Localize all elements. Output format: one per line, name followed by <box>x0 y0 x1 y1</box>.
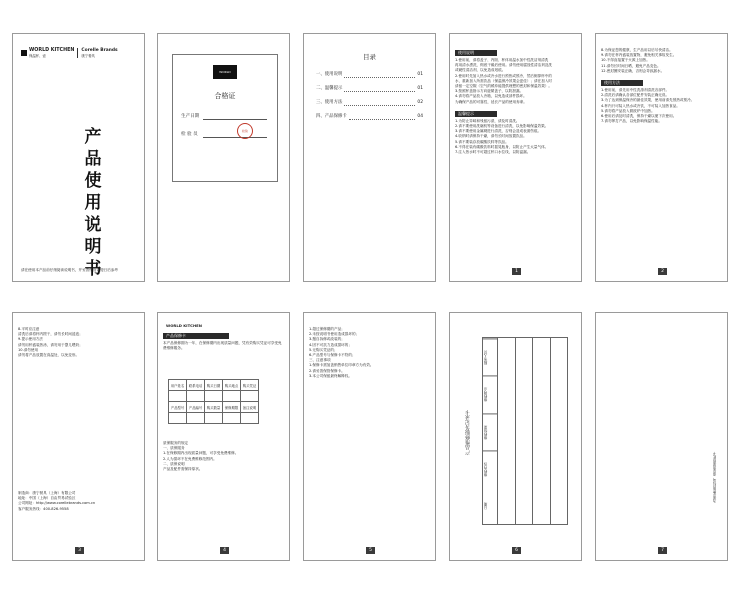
toc-item[interactable]: 二、温馨提示 01 <box>316 82 423 96</box>
section-text: 1.超过保修期的产品； 2.未按说明书使用造成损坏的； 3.擅自拆修或改装的； 4.因不可抗力造成损坏的； 5.无购买凭证的； 6.产品型号与保修卡不符的； 三、注意事项 1.保修卡需加盖销售单位印章方为有效。 2.请妥善保管保修卡。 3.本公司保留最终解释权。 <box>309 327 374 378</box>
instructions-page-1 <box>449 33 582 282</box>
company-website-link[interactable]: 公司网址：http://www.corellebrands.com.cn <box>18 501 96 506</box>
service-record-page-6 <box>449 312 582 561</box>
warranty-table: 用户姓名 联系电话 购买日期 购买地点 购买凭证 产品型号 产品编号 购买数量 保修期限 备注说明 <box>168 379 259 424</box>
warranty-intro: 本产品保修期为一年，在保修期内出现质量问题，凭有效购买凭证可享受免费维修服务。 <box>163 341 282 351</box>
section-header: 使用说明 <box>455 50 497 56</box>
section-text: 1.使用前，请将盖子、内胆、杯体用温水加中性洗洁剂清洗 再用清水漂洗，彻底干燥后使用。请勿使用腐蚀性清洁剂及洗 或硬性清洁剂，以免造成划痕。 2.使用时先加入热水或冷水进行预热或预冷，然后倒掉杯中的 水，重新加入所需饮品（保温保冷效果会更佳）；请在加入时 请留一定空隙（空气的缓冲能提供理想的密封和保温效果）。 3.按照杯盖指示方向旋紧盖子，以防泄漏。 4.请勿将产品放入冷箱，以免造成部件损坏。 为确保产品的可靠性，延长产品的使用寿命。 <box>455 58 553 104</box>
certificate-box <box>172 54 278 182</box>
section-header: 产品保修卡 <box>163 333 229 339</box>
cert-date-label: 生产日期 <box>181 114 200 119</box>
section-text: 1.为防止异味和残留污渍，请及时清洗。 2.请不要使用洗碗机等设备进行清洗，以免影响保温效果。 3.请不要使用金属刷进行清洗，否则会造成表面伤痕。 4.收纳时请保持干燥，请勿长时间放置饮品。 5.请不要装存放碳酸饮料等饮品。 6.不得在装有碳酸饮料时摇晃瓶身，以防止产生大量气体。 7.注入热水时不可超过杯口水位线，以防溢漏。 <box>455 118 549 155</box>
cover-page <box>12 33 145 282</box>
brand-right-name: Corelle Brands <box>81 48 118 53</box>
section-header: 温馨提示 <box>455 111 497 117</box>
p4-brand: WORLD KITCHEN <box>166 323 202 328</box>
page-number: 6 <box>512 547 521 554</box>
instructions-page-3 <box>12 312 145 561</box>
page-number: 7 <box>658 547 667 554</box>
cert-stamp-icon: 检验 <box>237 123 253 139</box>
page-number: 3 <box>75 547 84 554</box>
section-header: 使用方法 <box>601 80 643 86</box>
section-text: 8.为保证您的健康，生产品用以后尽快清洁。 9.请勿在杯内盛装放置物，避免相关事故发生。 10.不得直接置于火源上加热。 11.请勿长时间日晒，避免产品变色。 12.密封圈安装正确，否则会导致漏水。 <box>601 48 677 73</box>
cert-inspector-label: 检 验 员 <box>181 132 198 137</box>
warranty-notes: 质保服务的规定 一、质保服务 1.在保修期内出现质量问题，可享受免费维修。 2.人为损坏不在免费维修范围内。 二、质保说明 产品及配件需保持原状。 <box>163 441 239 472</box>
brand-left-sub: 保温杯、壶 <box>29 54 46 58</box>
section-text: 8.平时应注意 清洗后请将杯内擦干，请勿长时间浸泡； 9.提示使用方法 请勿用杯盛装热汤，请勿用于婴儿喂奶； 10.请勿使用 请勿将产品放置在高温处，以免变形。 <box>18 327 83 358</box>
toc-item[interactable]: 四、产品保修卡 04 <box>316 110 423 124</box>
service-record-grid: 服务人员 维修网点 维修结果 维修内容 日期 <box>482 337 568 525</box>
brand-right-sub: 康宁餐具 <box>81 54 95 58</box>
brand-left-name: WORLD KITCHEN <box>29 48 75 53</box>
cert-inspector-line <box>203 137 267 138</box>
cover-title: 产品使用说明书 <box>84 127 102 279</box>
toc-item[interactable]: 一、使用说明 01 <box>316 68 423 82</box>
warranty-page-5 <box>303 312 436 561</box>
toc-item[interactable]: 三、使用方法 02 <box>316 96 423 110</box>
cover-footer: 请在使用本产品前仔细阅读说明书，并妥善保管以便日后参考 <box>21 267 119 272</box>
back-note: 为保证您的权益，请妥善保管此卡 <box>713 452 717 503</box>
cert-brand-logo: WORLD KITCHEN <box>213 65 237 79</box>
cert-title: 合格证 <box>214 92 236 100</box>
cert-date-line <box>203 119 267 120</box>
cover-brand-row <box>21 48 118 58</box>
brand-logo-icon <box>21 50 27 56</box>
page-number: 1 <box>512 268 521 275</box>
service-record-title: 产品维修服务记录卡 <box>465 410 471 456</box>
company-info: 制造商：康宁餐具（上海）有限公司 地址：中国（上海）自由贸易试验区 公司网址：http://www.corellebrands.com.cn 客户服务热线：400-826-9558 <box>18 491 139 512</box>
toc-title: 目录 <box>363 53 376 61</box>
instructions-page-2 <box>595 33 728 282</box>
warranty-page-4 <box>157 312 290 561</box>
section-text: 1.使用前，请先用中性洗涤剂清洗各部件。 2.清洗后请确认各部位配件安装正确无误。 3.为了达到保温保冷的最佳效果，使用前请先预热或预冷。 4.杯内只可装入热水或冷饮，不可装入加热食品。 5.请勿将产品放入微波炉中加热。 6.使用后请及时清洗，保持干燥以便下次使用。 7.请勿摔打产品，以免影响保温性能。 <box>601 88 695 124</box>
back-page-7 <box>595 312 728 561</box>
page-number: 2 <box>658 268 667 275</box>
page-number: 5 <box>366 547 375 554</box>
toc-list <box>316 68 423 124</box>
page-number: 4 <box>220 547 229 554</box>
toc-page <box>303 33 436 282</box>
certificate-page <box>157 33 290 282</box>
